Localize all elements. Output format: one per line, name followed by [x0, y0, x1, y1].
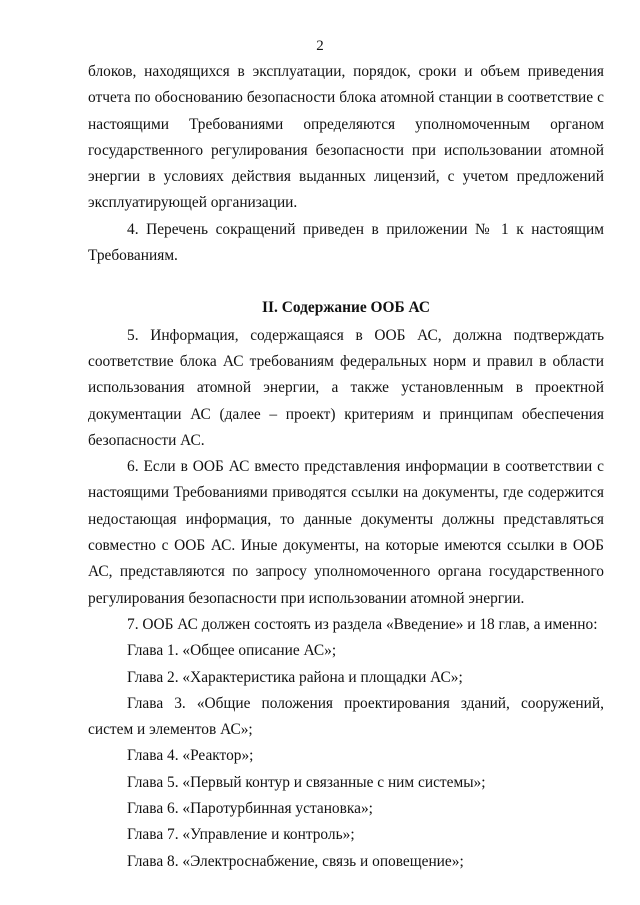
paragraph-4: 4. Перечень сокращений приведен в приложении № 1 к настоящим Требованиям.	[88, 220, 604, 265]
chapter-item-6: Глава 6. «Паротурбинная установка»;	[127, 800, 373, 818]
chapter-item-4: Глава 4. «Реактор»;	[127, 747, 254, 765]
paragraph-continuation: блоков, находящихся в эксплуатации, порядок, сроки и объем приведения отчета по обоснованию безопасности блока атомной станции в соответствие с настоящими Требованиями определяются уполномоченным органом государственного регулирования безопасности при использовании атомной энергии в условиях действия выданных лицензий, с учетом предложений эксплуатирующей организации.	[88, 63, 604, 212]
chapter-item-7: Глава 7. «Управление и контроль»;	[127, 826, 355, 844]
paragraph-5: 5. Информация, содержащаяся в ООБ АС, должна подтверждать соответствие блока АС требованиям федеральных норм и правил в области использования атомной энергии, а также установленным в проектной документации АС (далее – проект) критериям и принципам обеспечения безопасности АС.	[88, 326, 604, 449]
chapter-item-2: Глава 2. «Характеристика района и площадки АС»;	[127, 668, 463, 686]
paragraph-6: 6. Если в ООБ АС вместо представления информации в соответствии с настоящими Требованиями приводятся ссылки на документы, где содержится недостающая информация, то данные документы должны представляться совместно с ООБ АС. Иные документы, на которые имеются ссылки в ООБ АС, представляются по запросу уполномоченного органа государственного регулирования безопасности при использовании атомной энергии.	[88, 458, 604, 607]
section-heading: II. Содержание ООБ АС	[262, 299, 430, 317]
chapter-item-8: Глава 8. «Электроснабжение, связь и оповещение»;	[127, 852, 464, 870]
page-number: 2	[316, 38, 324, 54]
chapter-item-3: Глава 3. «Общие положения проектирования зданий, сооружений, систем и элементов АС»;	[88, 694, 604, 739]
chapter-item-5: Глава 5. «Первый контур и связанные с ним системы»;	[127, 773, 486, 791]
paragraph-7: 7. ООБ АС должен состоять из раздела «Введение» и 18 глав, а именно:	[127, 615, 598, 633]
document-body	[88, 59, 604, 875]
chapter-item-1: Глава 1. «Общее описание АС»;	[127, 642, 337, 660]
